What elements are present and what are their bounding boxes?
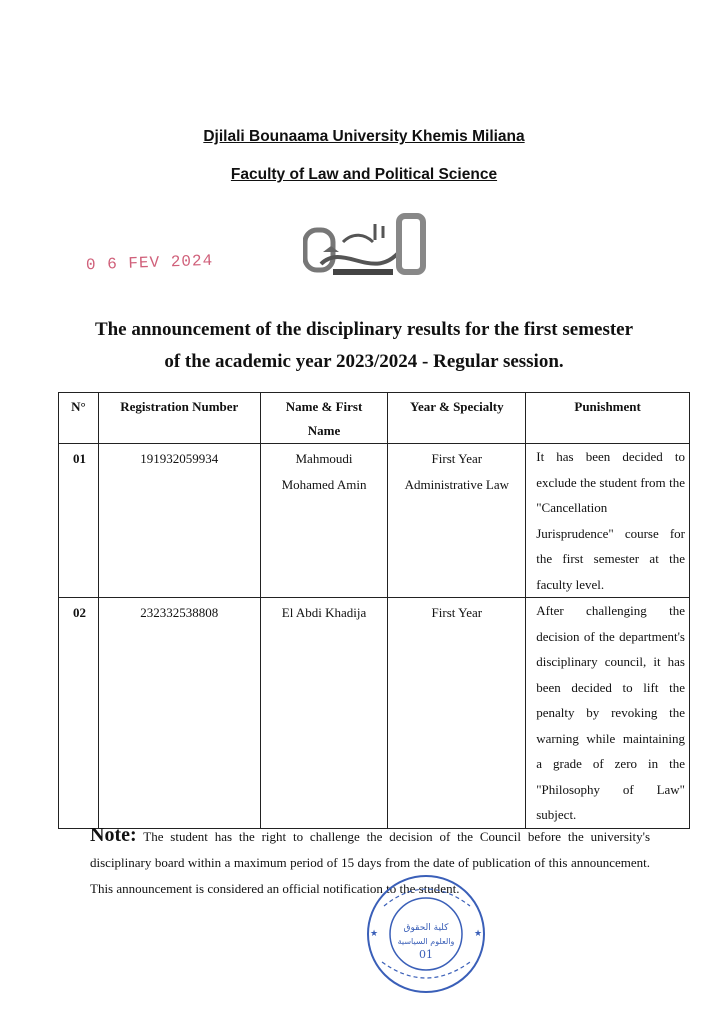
year-specialty: First Year: [388, 598, 526, 829]
university-logo: [303, 212, 431, 284]
row-number: 01: [59, 444, 99, 598]
university-name: Djilali Bounaama University Khemis Miliana: [203, 128, 525, 145]
svg-text:★: ★: [370, 928, 379, 938]
header-year-specialty: Year & Specialty: [388, 393, 526, 444]
svg-text:01: 01: [419, 948, 433, 961]
results-table: [58, 392, 690, 829]
faculty-name: Faculty of Law and Political Science: [230, 166, 498, 183]
registration-number: 191932059934: [98, 444, 260, 598]
official-seal: [354, 866, 498, 996]
header-name: Name & First Name: [260, 393, 388, 444]
header-registration: Registration Number: [98, 393, 260, 444]
svg-text:والعلوم السياسية: والعلوم السياسية: [397, 937, 455, 946]
punishment-text: After challenging the decision of the department's disciplinary council, it has been decided to lift the penalty by revoking the warning while maintaining a grade of zero in the "Philosophy of Law" subject.: [526, 598, 690, 829]
svg-text:كلية الحقوق: كلية الحقوق: [403, 923, 449, 933]
table-row: [59, 598, 690, 829]
student-name: Mahmoudi Mohamed Amin: [260, 444, 388, 598]
student-name: El Abdi Khadija: [260, 598, 388, 829]
table-row: [59, 444, 690, 598]
punishment-text: It has been decided to exclude the student from the "Cancellation Jurisprudence" course for the first semester at the faculty level.: [526, 444, 690, 598]
date-stamp: 0 6 FEV 2024: [85, 251, 214, 275]
svg-text:★: ★: [474, 928, 483, 938]
announcement-title-line1: The announcement of the disciplinary results for the first semester: [94, 319, 634, 340]
announcement-title-line2: of the academic year 2023/2024 - Regular session.: [164, 351, 564, 372]
note-text: The student has the right to challenge the decision of the Council before the university's disciplinary board within a maximum period of 15 days from the date of publication of this announcement. This announcement is considered an official notification to the student.: [90, 829, 651, 896]
row-number: 02: [59, 598, 99, 829]
header-punishment: Punishment: [526, 393, 690, 444]
registration-number: 232332538808: [98, 598, 260, 829]
year-specialty: First Year Administrative Law: [388, 444, 526, 598]
header-number: N°: [59, 393, 99, 444]
note-label: Note:: [90, 824, 137, 846]
table-header-row: [59, 393, 690, 444]
